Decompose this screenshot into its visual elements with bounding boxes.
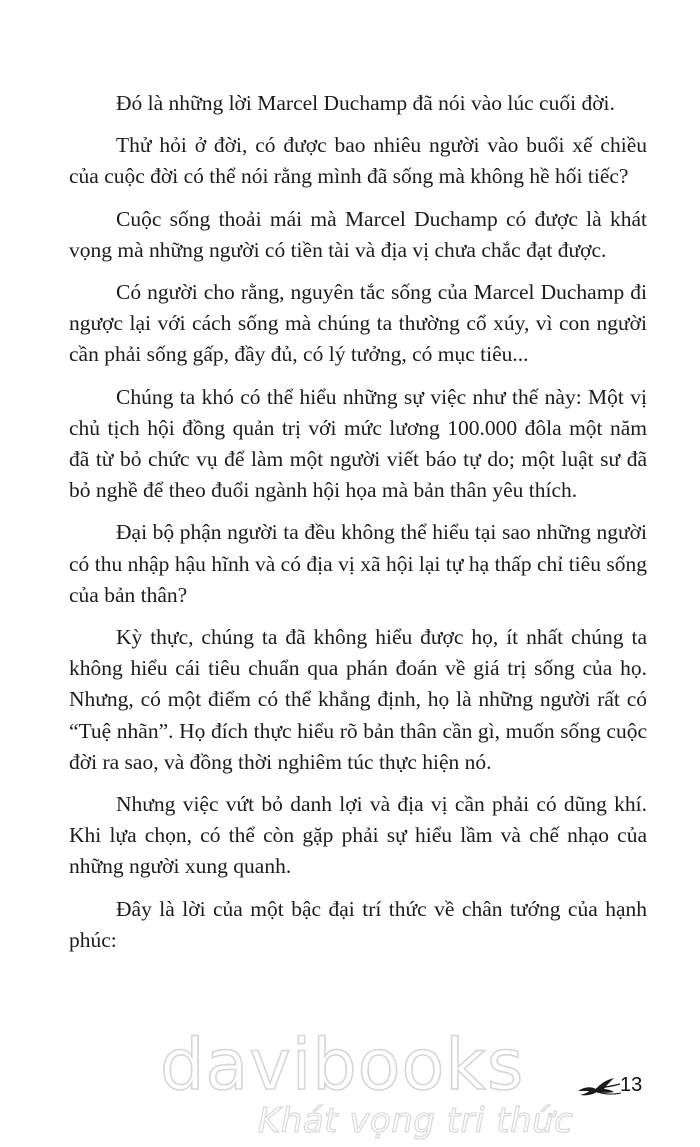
paragraph-3: Cuộc sống thoải mái mà Marcel Duchamp có được là khát vọng mà những người có tiền tài và địa vị chưa chắc đạt được. <box>69 206 647 262</box>
bird-icon <box>576 1074 622 1100</box>
paragraph-2: Thử hỏi ở đời, có được bao nhiêu người vào buổi xế chiều của cuộc đời có thể nói rằng mình đã sống mà không hề hối tiếc? <box>69 133 647 189</box>
paragraph-6: Đại bộ phận người ta đều không thể hiểu tại sao những người có thu nhập hậu hĩnh và có địa vị xã hội lại tự hạ thấp chỉ tiêu sống của bản thân? <box>69 520 647 607</box>
body-text <box>69 88 647 967</box>
watermark-slogan: Khát vọng tri thức <box>258 1101 574 1141</box>
paragraph-5: Chúng ta khó có thể hiểu những sự việc như thế này: Một vị chủ tịch hội đồng quản trị với mức lương 100.000 đôla một năm đã từ bỏ chức vụ để làm một người viết báo tự do; một luật sư đã bỏ nghề để theo đuổi ngành hội họa mà bản thân yêu thích. <box>69 384 647 503</box>
watermark-brand: davibooks <box>160 1024 525 1106</box>
paragraph-4: Có người cho rằng, nguyên tắc sống của Marcel Duchamp đi ngược lại với cách sống mà chúng ta thường cổ xúy, vì con người cần phải sống gấp, đầy đủ, có lý tưởng, có mục tiêu... <box>69 280 647 367</box>
page-footer <box>576 1072 666 1102</box>
paragraph-9: Đây là lời của một bậc đại trí thức về chân tướng của hạnh phúc: <box>69 896 647 952</box>
paragraph-7: Kỳ thực, chúng ta đã không hiểu được họ, ít nhất chúng ta không hiểu cái tiêu chuẩn qua phán đoán về giá trị sống của họ. Nhưng, có một điểm có thể khẳng định, họ là những người rất có “Tuệ nhãn”. Họ đích thực hiểu rõ bản thân cần gì, muốn sống cuộc đời ra sao, và đồng thời nghiêm túc thực hiện nó. <box>69 625 647 774</box>
page-number: 13 <box>620 1074 643 1096</box>
paragraph-1: Đó là những lời Marcel Duchamp đã nói vào lúc cuối đời. <box>116 91 615 115</box>
paragraph-8: Nhưng việc vứt bỏ danh lợi và địa vị cần phải có dũng khí. Khi lựa chọn, có thể còn gặp phải sự hiểu lầm và chế nhạo của những người xung quanh. <box>69 792 647 879</box>
